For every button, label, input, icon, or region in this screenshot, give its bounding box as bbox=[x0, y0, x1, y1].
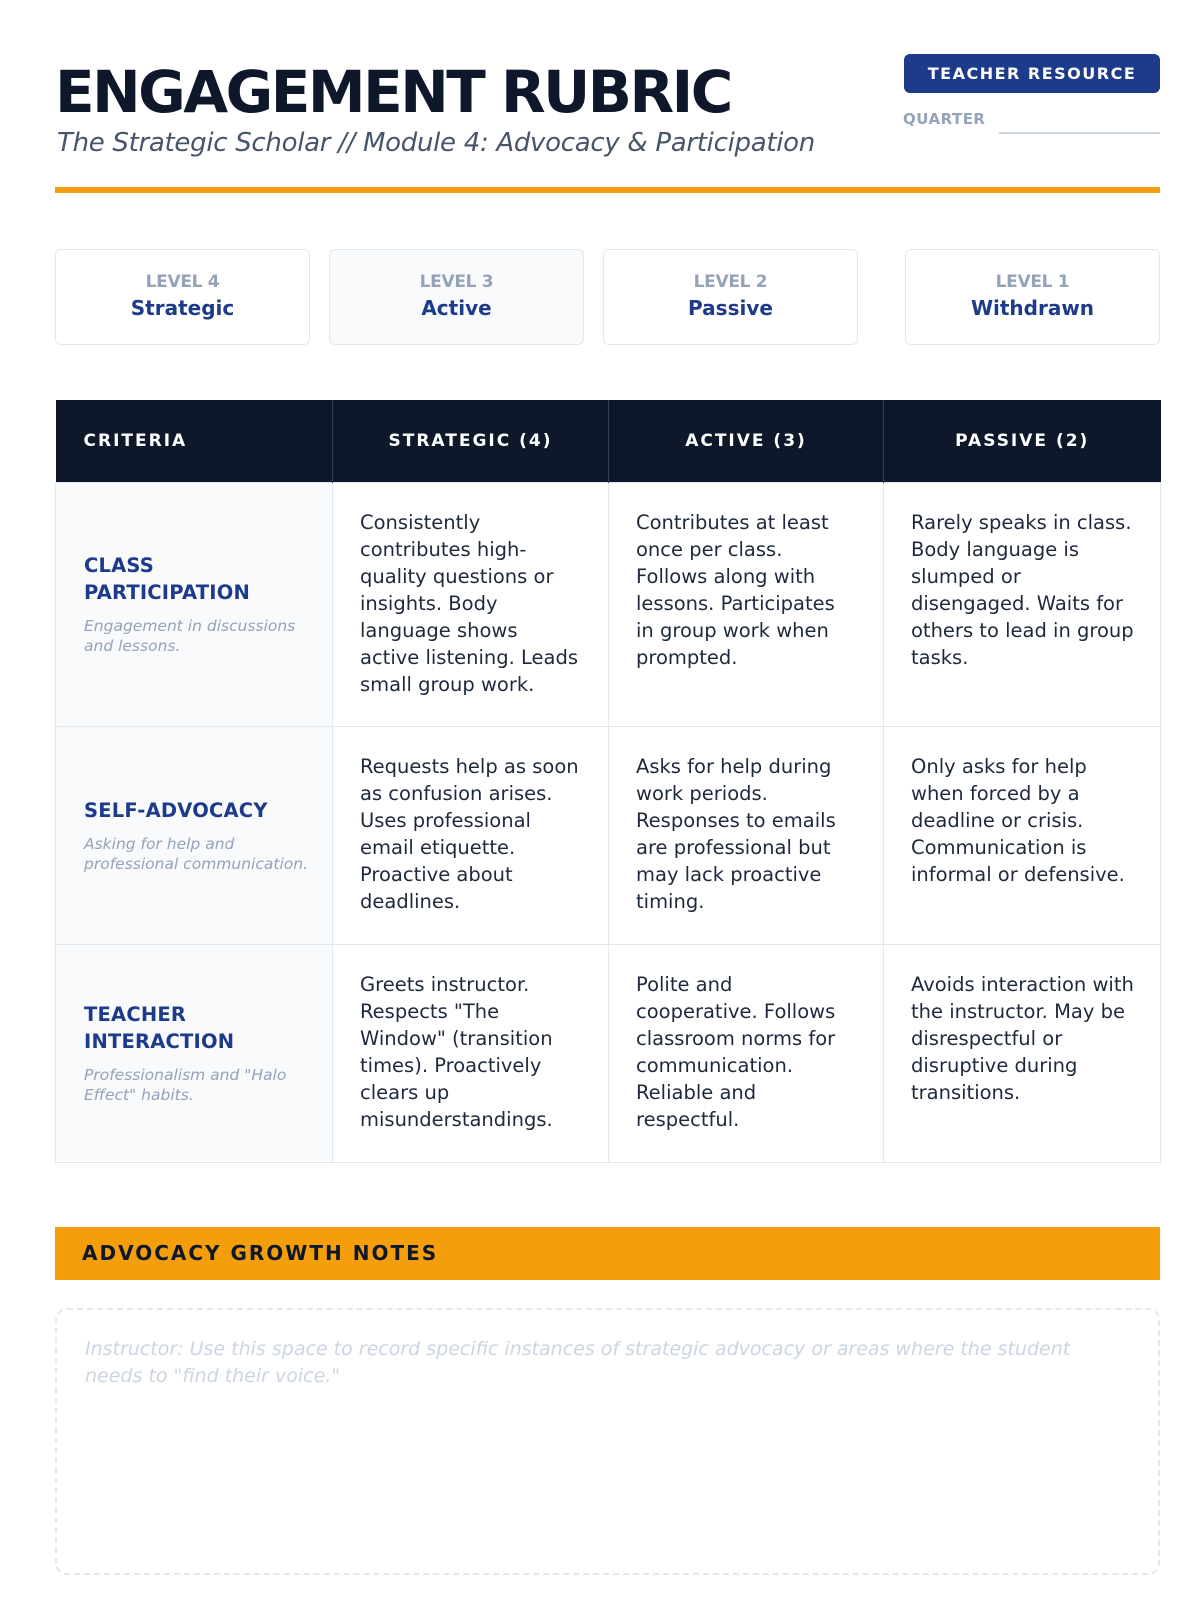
table-header-row bbox=[56, 400, 1161, 482]
criterion-name: SELF-ADVOCACY bbox=[84, 798, 268, 822]
active-descriptor: Polite and cooperative. Follows classroom norms for communication. Reliable and respectful. bbox=[609, 944, 884, 1162]
active-descriptor: Asks for help during work periods. Responses to emails are professional but may lack proactive timing. bbox=[609, 726, 884, 944]
notes-input-area[interactable] bbox=[55, 1308, 1160, 1575]
column-header-criteria: CRITERIA bbox=[56, 400, 333, 482]
column-header-passive: PASSIVE (2) bbox=[884, 400, 1161, 482]
criterion-cell bbox=[56, 944, 333, 1162]
criterion-name: CLASS PARTICIPATION bbox=[84, 554, 250, 604]
teacher-resource-badge: TEACHER RESOURCE bbox=[904, 54, 1160, 93]
table-row bbox=[56, 482, 1161, 726]
level-card-active bbox=[329, 249, 584, 345]
criterion-name: TEACHER INTERACTION bbox=[84, 1003, 235, 1053]
page-header bbox=[55, 50, 1160, 196]
passive-descriptor: Rarely speaks in class. Body language is slumped or disengaged. Waits for others to lead in group tasks. bbox=[884, 482, 1161, 726]
rubric-table bbox=[55, 400, 1161, 1163]
passive-descriptor: Avoids interaction with the instructor. May be disrespectful or disruptive during transitions. bbox=[884, 944, 1161, 1162]
page-title: ENGAGEMENT RUBRIC bbox=[55, 58, 731, 126]
notes-placeholder: Instructor: Use this space to record specific instances of strategic advocacy or areas where the student needs to "find their voice." bbox=[85, 1338, 1071, 1387]
active-descriptor: Contributes at least once per class. Follows along with lessons. Participates in group work when prompted. bbox=[609, 482, 884, 726]
passive-descriptor: Only asks for help when forced by a deadline or crisis. Communication is informal or defensive. bbox=[884, 726, 1161, 944]
criterion-description: Professionalism and "Halo Effect" habits. bbox=[84, 1066, 287, 1104]
header-divider bbox=[55, 187, 1160, 193]
criterion-cell bbox=[56, 726, 333, 944]
level-number: LEVEL 4 bbox=[145, 272, 220, 292]
notes-section-title: ADVOCACY GROWTH NOTES bbox=[55, 1227, 1160, 1280]
level-name: Strategic bbox=[130, 296, 235, 320]
quarter-label: QUARTER bbox=[903, 110, 986, 128]
strategic-descriptor: Requests help as soon as confusion arises. Uses professional email etiquette. Proactive about deadlines. bbox=[333, 726, 609, 944]
level-number: LEVEL 1 bbox=[995, 272, 1070, 292]
level-name: Withdrawn bbox=[970, 296, 1095, 320]
column-header-active: ACTIVE (3) bbox=[609, 400, 884, 482]
quarter-input-line[interactable] bbox=[999, 132, 1160, 134]
level-name: Passive bbox=[688, 296, 773, 320]
level-number: LEVEL 3 bbox=[419, 272, 494, 292]
level-number: LEVEL 2 bbox=[693, 272, 768, 292]
table-row bbox=[56, 726, 1161, 944]
level-card-withdrawn bbox=[905, 249, 1160, 345]
page-subtitle: The Strategic Scholar // Module 4: Advocacy & Participation bbox=[57, 128, 815, 158]
level-card-passive bbox=[603, 249, 858, 345]
table-row bbox=[56, 944, 1161, 1162]
level-card-strategic bbox=[55, 249, 310, 345]
column-header-strategic: STRATEGIC (4) bbox=[333, 400, 609, 482]
strategic-descriptor: Consistently contributes high-quality questions or insights. Body language shows active listening. Leads small group work. bbox=[333, 482, 609, 726]
strategic-descriptor: Greets instructor. Respects "The Window" (transition times). Proactively clears up misunderstandings. bbox=[333, 944, 609, 1162]
level-name: Active bbox=[421, 296, 492, 320]
criterion-description: Asking for help and professional communication. bbox=[84, 834, 308, 873]
criterion-description: Engagement in discussions and lessons. bbox=[84, 617, 296, 655]
criterion-cell bbox=[56, 482, 333, 726]
level-legend bbox=[55, 249, 1160, 345]
